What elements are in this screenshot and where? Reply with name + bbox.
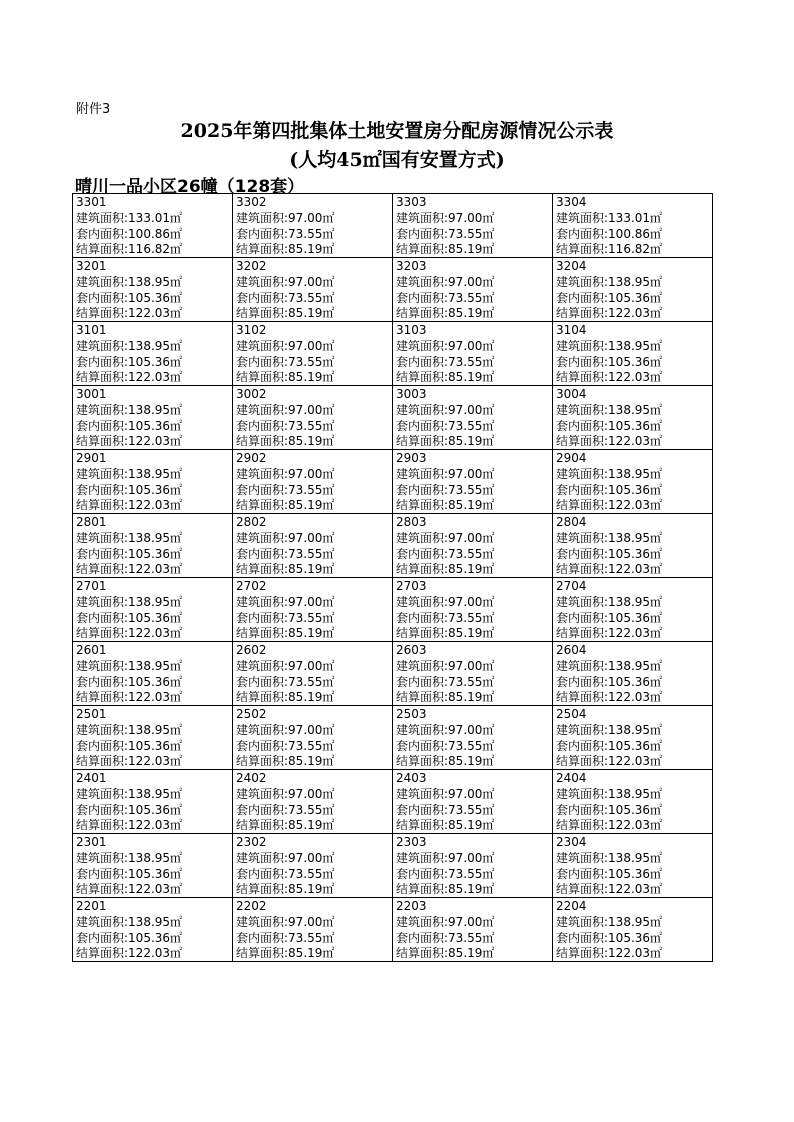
settlement-area: 结算面积:85.19㎡: [396, 690, 495, 704]
unit-cell: [73, 258, 233, 322]
settlement-area: 结算面积:85.19㎡: [236, 754, 335, 768]
unit-cell: [553, 578, 713, 642]
building-area: 建筑面积:138.95㎡: [76, 339, 183, 353]
unit-number: 2702: [236, 579, 267, 593]
interior-area: 套内面积:73.55㎡: [396, 611, 495, 625]
document-title: 2025年第四批集体土地安置房分配房源情况公示表: [180, 120, 614, 142]
unit-cell: [233, 834, 393, 898]
building-area: 建筑面积:138.95㎡: [76, 787, 183, 801]
unit-cell: [393, 322, 553, 386]
building-heading: 晴川一品小区26幢（128套）: [75, 177, 305, 197]
building-area: 建筑面积:97.00㎡: [396, 467, 495, 481]
unit-number: 2602: [236, 643, 267, 657]
unit-cell: [393, 386, 553, 450]
unit-number: 2302: [236, 835, 267, 849]
building-area: 建筑面积:97.00㎡: [396, 851, 495, 865]
building-area: 建筑面积:97.00㎡: [236, 787, 335, 801]
settlement-area: 结算面积:85.19㎡: [396, 818, 495, 832]
settlement-area: 结算面积:122.03㎡: [76, 562, 183, 576]
settlement-area: 结算面积:85.19㎡: [236, 818, 335, 832]
unit-number: 2504: [556, 707, 587, 721]
unit-number: 2701: [76, 579, 107, 593]
unit-number: 3204: [556, 259, 587, 273]
building-area: 建筑面积:138.95㎡: [556, 787, 663, 801]
settlement-area: 结算面积:122.03㎡: [556, 754, 663, 768]
building-area: 建筑面积:97.00㎡: [396, 403, 495, 417]
building-area: 建筑面积:97.00㎡: [236, 531, 335, 545]
unit-number: 2803: [396, 515, 427, 529]
unit-number: 2704: [556, 579, 587, 593]
interior-area: 套内面积:73.55㎡: [236, 803, 335, 817]
housing-units-body: [73, 194, 713, 962]
interior-area: 套内面积:105.36㎡: [556, 675, 663, 689]
building-area: 建筑面积:97.00㎡: [236, 211, 335, 225]
settlement-area: 结算面积:122.03㎡: [76, 370, 183, 384]
unit-cell: [73, 642, 233, 706]
settlement-area: 结算面积:85.19㎡: [396, 626, 495, 640]
building-area: 建筑面积:97.00㎡: [396, 723, 495, 737]
settlement-area: 结算面积:122.03㎡: [76, 626, 183, 640]
table-row: [73, 450, 713, 514]
table-row: [73, 770, 713, 834]
unit-number: 3001: [76, 387, 107, 401]
unit-cell: [73, 834, 233, 898]
unit-cell: [553, 386, 713, 450]
settlement-area: 结算面积:85.19㎡: [396, 946, 495, 960]
interior-area: 套内面积:105.36㎡: [76, 803, 183, 817]
interior-area: 套内面积:100.86㎡: [556, 227, 663, 241]
unit-cell: [393, 450, 553, 514]
unit-cell: [553, 706, 713, 770]
unit-number: 2804: [556, 515, 587, 529]
interior-area: 套内面积:73.55㎡: [396, 803, 495, 817]
attachment-label: 附件3: [76, 102, 111, 117]
unit-cell: [553, 898, 713, 962]
interior-area: 套内面积:105.36㎡: [556, 739, 663, 753]
unit-number: 3303: [396, 195, 427, 209]
settlement-area: 结算面积:85.19㎡: [236, 370, 335, 384]
building-area: 建筑面积:138.95㎡: [76, 595, 183, 609]
unit-cell: [233, 258, 393, 322]
unit-number: 3103: [396, 323, 427, 337]
interior-area: 套内面积:105.36㎡: [76, 675, 183, 689]
building-area: 建筑面积:97.00㎡: [396, 915, 495, 929]
unit-cell: [73, 386, 233, 450]
settlement-area: 结算面积:122.03㎡: [556, 434, 663, 448]
unit-number: 2303: [396, 835, 427, 849]
unit-cell: [393, 898, 553, 962]
settlement-area: 结算面积:116.82㎡: [76, 242, 183, 256]
unit-number: 3003: [396, 387, 427, 401]
settlement-area: 结算面积:85.19㎡: [236, 626, 335, 640]
settlement-area: 结算面积:85.19㎡: [236, 242, 335, 256]
unit-number: 3201: [76, 259, 107, 273]
interior-area: 套内面积:73.55㎡: [396, 419, 495, 433]
settlement-area: 结算面积:122.03㎡: [76, 306, 183, 320]
settlement-area: 结算面积:85.19㎡: [396, 562, 495, 576]
unit-cell: [553, 194, 713, 258]
settlement-area: 结算面积:85.19㎡: [396, 370, 495, 384]
unit-number: 2403: [396, 771, 427, 785]
building-area: 建筑面积:138.95㎡: [556, 339, 663, 353]
interior-area: 套内面积:105.36㎡: [556, 867, 663, 881]
building-area: 建筑面积:97.00㎡: [236, 659, 335, 673]
unit-cell: [73, 194, 233, 258]
settlement-area: 结算面积:122.03㎡: [76, 818, 183, 832]
building-area: 建筑面积:138.95㎡: [76, 467, 183, 481]
building-area: 建筑面积:138.95㎡: [556, 467, 663, 481]
interior-area: 套内面积:73.55㎡: [236, 227, 335, 241]
unit-number: 2603: [396, 643, 427, 657]
building-area: 建筑面积:97.00㎡: [236, 403, 335, 417]
unit-cell: [553, 258, 713, 322]
unit-cell: [233, 194, 393, 258]
building-area: 建筑面积:133.01㎡: [76, 211, 183, 225]
unit-number: 3302: [236, 195, 267, 209]
table-row: [73, 642, 713, 706]
building-area: 建筑面积:97.00㎡: [236, 851, 335, 865]
unit-number: 2501: [76, 707, 107, 721]
settlement-area: 结算面积:122.03㎡: [76, 946, 183, 960]
unit-number: 2301: [76, 835, 107, 849]
building-area: 建筑面积:97.00㎡: [396, 211, 495, 225]
interior-area: 套内面积:73.55㎡: [236, 675, 335, 689]
building-area: 建筑面积:97.00㎡: [396, 659, 495, 673]
interior-area: 套内面积:73.55㎡: [236, 355, 335, 369]
unit-cell: [73, 898, 233, 962]
unit-cell: [73, 578, 233, 642]
unit-number: 2502: [236, 707, 267, 721]
table-row: [73, 898, 713, 962]
unit-number: 3102: [236, 323, 267, 337]
unit-cell: [233, 450, 393, 514]
building-area: 建筑面积:138.95㎡: [76, 659, 183, 673]
unit-cell: [73, 450, 233, 514]
unit-number: 3301: [76, 195, 107, 209]
unit-number: 2601: [76, 643, 107, 657]
settlement-area: 结算面积:122.03㎡: [76, 882, 183, 896]
unit-cell: [393, 706, 553, 770]
unit-number: 3101: [76, 323, 107, 337]
interior-area: 套内面积:73.55㎡: [396, 291, 495, 305]
unit-cell: [233, 386, 393, 450]
interior-area: 套内面积:105.36㎡: [76, 547, 183, 561]
interior-area: 套内面积:73.55㎡: [396, 931, 495, 945]
interior-area: 套内面积:105.36㎡: [556, 419, 663, 433]
interior-area: 套内面积:73.55㎡: [396, 675, 495, 689]
unit-cell: [233, 322, 393, 386]
table-row: [73, 514, 713, 578]
settlement-area: 结算面积:85.19㎡: [396, 882, 495, 896]
unit-number: 2304: [556, 835, 587, 849]
interior-area: 套内面积:73.55㎡: [236, 931, 335, 945]
table-row: [73, 258, 713, 322]
building-area: 建筑面积:138.95㎡: [76, 531, 183, 545]
settlement-area: 结算面积:85.19㎡: [236, 434, 335, 448]
settlement-area: 结算面积:122.03㎡: [556, 626, 663, 640]
building-area: 建筑面积:97.00㎡: [236, 595, 335, 609]
interior-area: 套内面积:73.55㎡: [396, 547, 495, 561]
table-row: [73, 322, 713, 386]
settlement-area: 结算面积:122.03㎡: [556, 818, 663, 832]
building-area: 建筑面积:138.95㎡: [76, 275, 183, 289]
table-row: [73, 578, 713, 642]
settlement-area: 结算面积:85.19㎡: [236, 946, 335, 960]
unit-cell: [393, 834, 553, 898]
interior-area: 套内面积:73.55㎡: [236, 483, 335, 497]
interior-area: 套内面积:105.36㎡: [556, 355, 663, 369]
settlement-area: 结算面积:122.03㎡: [556, 946, 663, 960]
table-row: [73, 386, 713, 450]
building-area: 建筑面积:97.00㎡: [396, 531, 495, 545]
interior-area: 套内面积:105.36㎡: [556, 931, 663, 945]
settlement-area: 结算面积:122.03㎡: [556, 370, 663, 384]
unit-cell: [73, 322, 233, 386]
building-area: 建筑面积:97.00㎡: [236, 339, 335, 353]
unit-cell: [553, 770, 713, 834]
unit-cell: [233, 770, 393, 834]
building-area: 建筑面积:97.00㎡: [236, 467, 335, 481]
settlement-area: 结算面积:85.19㎡: [236, 690, 335, 704]
settlement-area: 结算面积:122.03㎡: [76, 690, 183, 704]
interior-area: 套内面积:105.36㎡: [556, 547, 663, 561]
interior-area: 套内面积:105.36㎡: [76, 931, 183, 945]
unit-cell: [393, 578, 553, 642]
unit-number: 3004: [556, 387, 587, 401]
settlement-area: 结算面积:122.03㎡: [556, 882, 663, 896]
interior-area: 套内面积:73.55㎡: [236, 867, 335, 881]
settlement-area: 结算面积:85.19㎡: [396, 306, 495, 320]
unit-cell: [553, 322, 713, 386]
unit-number: 3202: [236, 259, 267, 273]
building-area: 建筑面积:138.95㎡: [556, 723, 663, 737]
settlement-area: 结算面积:116.82㎡: [556, 242, 663, 256]
building-area: 建筑面积:97.00㎡: [396, 339, 495, 353]
building-area: 建筑面积:138.95㎡: [556, 851, 663, 865]
settlement-area: 结算面积:85.19㎡: [396, 242, 495, 256]
interior-area: 套内面积:73.55㎡: [396, 739, 495, 753]
unit-cell: [553, 834, 713, 898]
interior-area: 套内面积:105.36㎡: [76, 611, 183, 625]
interior-area: 套内面积:73.55㎡: [236, 611, 335, 625]
building-area: 建筑面积:133.01㎡: [556, 211, 663, 225]
unit-cell: [553, 450, 713, 514]
interior-area: 套内面积:73.55㎡: [236, 419, 335, 433]
building-area: 建筑面积:97.00㎡: [396, 275, 495, 289]
unit-number: 2801: [76, 515, 107, 529]
unit-cell: [393, 642, 553, 706]
interior-area: 套内面积:73.55㎡: [396, 483, 495, 497]
settlement-area: 结算面积:85.19㎡: [396, 498, 495, 512]
interior-area: 套内面积:105.36㎡: [556, 483, 663, 497]
unit-number: 2802: [236, 515, 267, 529]
unit-number: 2901: [76, 451, 107, 465]
building-area: 建筑面积:97.00㎡: [236, 723, 335, 737]
unit-number: 2202: [236, 899, 267, 913]
building-area: 建筑面积:138.95㎡: [556, 659, 663, 673]
unit-cell: [73, 706, 233, 770]
unit-cell: [233, 706, 393, 770]
building-area: 建筑面积:138.95㎡: [76, 915, 183, 929]
settlement-area: 结算面积:122.03㎡: [556, 690, 663, 704]
interior-area: 套内面积:105.36㎡: [556, 803, 663, 817]
unit-cell: [233, 514, 393, 578]
building-area: 建筑面积:138.95㎡: [556, 915, 663, 929]
unit-cell: [233, 898, 393, 962]
unit-cell: [393, 258, 553, 322]
building-area: 建筑面积:97.00㎡: [236, 275, 335, 289]
unit-number: 3304: [556, 195, 587, 209]
unit-cell: [73, 514, 233, 578]
building-area: 建筑面积:138.95㎡: [556, 403, 663, 417]
settlement-area: 结算面积:85.19㎡: [236, 882, 335, 896]
settlement-area: 结算面积:122.03㎡: [556, 562, 663, 576]
interior-area: 套内面积:73.55㎡: [396, 867, 495, 881]
unit-cell: [73, 770, 233, 834]
interior-area: 套内面积:105.36㎡: [76, 355, 183, 369]
interior-area: 套内面积:73.55㎡: [396, 227, 495, 241]
interior-area: 套内面积:105.36㎡: [556, 611, 663, 625]
unit-cell: [393, 514, 553, 578]
interior-area: 套内面积:73.55㎡: [236, 739, 335, 753]
settlement-area: 结算面积:122.03㎡: [556, 306, 663, 320]
interior-area: 套内面积:105.36㎡: [76, 419, 183, 433]
unit-number: 2402: [236, 771, 267, 785]
interior-area: 套内面积:105.36㎡: [76, 483, 183, 497]
unit-cell: [233, 642, 393, 706]
building-area: 建筑面积:138.95㎡: [76, 403, 183, 417]
settlement-area: 结算面积:122.03㎡: [76, 498, 183, 512]
unit-cell: [233, 578, 393, 642]
unit-number: 2604: [556, 643, 587, 657]
housing-units-table: [72, 193, 713, 962]
unit-cell: [393, 194, 553, 258]
unit-number: 3104: [556, 323, 587, 337]
building-area: 建筑面积:138.95㎡: [556, 595, 663, 609]
table-row: [73, 834, 713, 898]
settlement-area: 结算面积:85.19㎡: [236, 498, 335, 512]
unit-number: 2703: [396, 579, 427, 593]
unit-cell: [393, 770, 553, 834]
table-row: [73, 706, 713, 770]
unit-number: 2204: [556, 899, 587, 913]
interior-area: 套内面积:105.36㎡: [556, 291, 663, 305]
unit-number: 2503: [396, 707, 427, 721]
unit-number: 2203: [396, 899, 427, 913]
settlement-area: 结算面积:85.19㎡: [236, 306, 335, 320]
unit-number: 2201: [76, 899, 107, 913]
unit-cell: [553, 642, 713, 706]
building-area: 建筑面积:97.00㎡: [396, 595, 495, 609]
unit-cell: [553, 514, 713, 578]
interior-area: 套内面积:105.36㎡: [76, 739, 183, 753]
building-area: 建筑面积:97.00㎡: [396, 787, 495, 801]
unit-number: 3002: [236, 387, 267, 401]
building-area: 建筑面积:138.95㎡: [76, 723, 183, 737]
unit-number: 2404: [556, 771, 587, 785]
building-area: 建筑面积:138.95㎡: [76, 851, 183, 865]
unit-number: 2902: [236, 451, 267, 465]
unit-number: 3203: [396, 259, 427, 273]
building-area: 建筑面积:97.00㎡: [236, 915, 335, 929]
building-area: 建筑面积:138.95㎡: [556, 275, 663, 289]
unit-number: 2904: [556, 451, 587, 465]
settlement-area: 结算面积:85.19㎡: [396, 434, 495, 448]
unit-number: 2401: [76, 771, 107, 785]
interior-area: 套内面积:105.36㎡: [76, 867, 183, 881]
unit-number: 2903: [396, 451, 427, 465]
interior-area: 套内面积:100.86㎡: [76, 227, 183, 241]
settlement-area: 结算面积:122.03㎡: [76, 754, 183, 768]
settlement-area: 结算面积:122.03㎡: [556, 498, 663, 512]
interior-area: 套内面积:73.55㎡: [236, 547, 335, 561]
settlement-area: 结算面积:85.19㎡: [396, 754, 495, 768]
document-subtitle: (人均45㎡国有安置方式): [289, 149, 505, 171]
table-row: [73, 194, 713, 258]
settlement-area: 结算面积:85.19㎡: [236, 562, 335, 576]
settlement-area: 结算面积:122.03㎡: [76, 434, 183, 448]
interior-area: 套内面积:73.55㎡: [396, 355, 495, 369]
interior-area: 套内面积:105.36㎡: [76, 291, 183, 305]
interior-area: 套内面积:73.55㎡: [236, 291, 335, 305]
building-area: 建筑面积:138.95㎡: [556, 531, 663, 545]
